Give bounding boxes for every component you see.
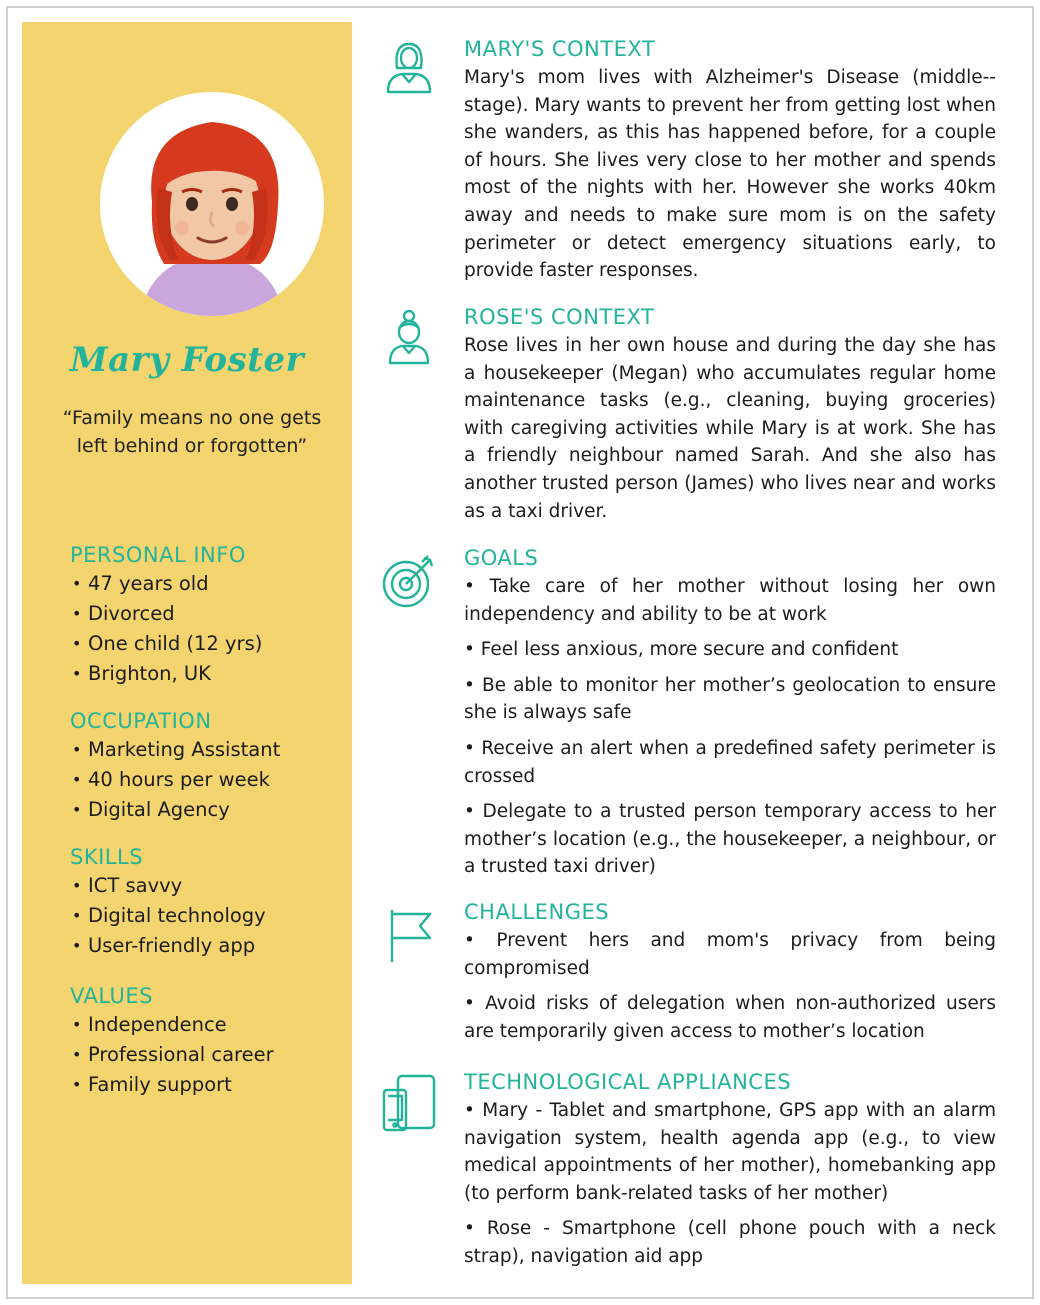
list-item: • Divorced xyxy=(70,599,350,629)
section-title: PERSONAL INFO xyxy=(70,543,246,567)
avatar xyxy=(100,92,324,316)
section-title: VALUES xyxy=(70,984,154,1008)
list-item: • Be able to monitor her mother’s geolocation to ensure she is always safe xyxy=(464,674,996,724)
woman-icon xyxy=(380,38,438,96)
persona-illustration xyxy=(100,92,324,316)
list-item: • Brighton, UK xyxy=(70,659,350,689)
section-body: Rose lives in her own house and during the day she has a housekeeper (Megan) who accumulates regular home maintenance tasks (e.g., cleaning, buying groceries) with caregiving activities while Mary is at work. She has a friendly neighbour named Sarah. And she also has another trusted person (James) who lives near and works as a taxi driver. xyxy=(464,335,996,522)
occupation-section xyxy=(70,707,350,825)
values-section xyxy=(70,982,350,1100)
section-title: MARY'S CONTEXT xyxy=(464,37,656,61)
list-item: • Digital technology xyxy=(70,901,350,931)
marys-context-section xyxy=(464,34,996,285)
list-item: • Family support xyxy=(70,1070,350,1100)
list-item: • Marketing Assistant xyxy=(70,735,350,765)
list-item: • 40 hours per week xyxy=(70,765,350,795)
list-item: • User-friendly app xyxy=(70,931,350,961)
list-item: • Digital Agency xyxy=(70,795,350,825)
section-title: GOALS xyxy=(464,546,539,570)
list-item: • One child (12 yrs) xyxy=(70,629,350,659)
list-item: • 47 years old xyxy=(70,569,350,599)
challenges-section xyxy=(464,897,996,1045)
list-item: • Delegate to a trusted person temporary access to her mother’s location (e.g., the housekeeper, a neighbour, or a trusted taxi driver) xyxy=(464,801,996,878)
list-item: • Feel less anxious, more secure and confident xyxy=(464,639,899,661)
list-item: • Prevent hers and mom's privacy from being compromised xyxy=(464,930,996,979)
section-title: OCCUPATION xyxy=(70,709,212,733)
persona-quote: “Family means no one gets left behind or forgotten” xyxy=(62,407,322,457)
section-title: ROSE'S CONTEXT xyxy=(464,305,655,329)
goals-section xyxy=(464,543,996,881)
list-item: • Receive an alert when a predefined safety perimeter is crossed xyxy=(464,737,996,787)
personal-info-section xyxy=(70,541,350,689)
elderly-woman-icon xyxy=(380,308,438,366)
devices-icon xyxy=(380,1074,438,1132)
list-item: • Independence xyxy=(70,1010,350,1040)
section-title: SKILLS xyxy=(70,845,144,869)
list-item: • Mary - Tablet and smartphone, GPS app with an alarm navigation system, health agenda app (e.g., to view medical appointments of her mother), homebanking app (to perform bank-related tasks of her mother) xyxy=(464,1100,996,1204)
target-icon xyxy=(380,552,438,610)
flag-icon xyxy=(380,906,438,964)
section-body: Mary's mom lives with Alzheimer's Disease (middle--stage). Mary wants to prevent her from getting lost when she wanders, as this has happened before, for a couple of hours. She lives very close to her mother and spends most of the nights with her. However she works 40km away and needs to make sure mom is on the safety perimeter or detect emergency situations early, to provide faster responses. xyxy=(464,67,996,282)
persona-sidebar xyxy=(22,22,352,1284)
list-item: • Professional career xyxy=(70,1040,350,1070)
list-item: • Take care of her mother without losing her own independency and ability to be at work xyxy=(464,576,996,625)
roses-context-section xyxy=(464,302,996,525)
list-item: • ICT savvy xyxy=(70,871,350,901)
section-title: CHALLENGES xyxy=(464,900,610,924)
list-item: • Avoid risks of delegation when non-authorized users are temporarily given access to mother’s location xyxy=(464,993,996,1042)
skills-section xyxy=(70,843,350,961)
section-title: TECHNOLOGICAL APPLIANCES xyxy=(464,1070,792,1094)
technological-appliances-section xyxy=(464,1067,996,1271)
persona-name: Mary Foster xyxy=(69,340,305,380)
list-item: • Rose - Smartphone (cell phone pouch with a neck strap), navigation aid app xyxy=(464,1218,996,1267)
